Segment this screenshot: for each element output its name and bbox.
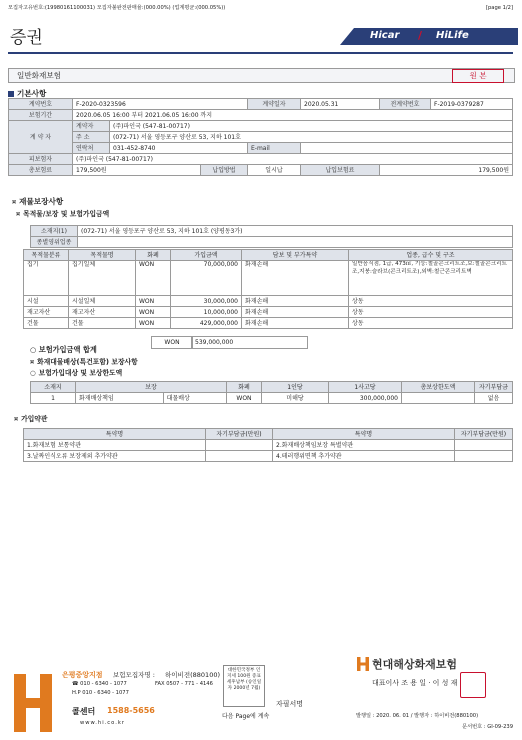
ceo-line: 대표이사 조 용 일 · 이 성 재 [372,679,458,687]
table-row: 3.날짜인식오류 보장제외 추가약관 4.테러행위면책 추가약관 [24,451,513,462]
agent-tel: ☎ 010 - 6340 - 1077 [72,681,127,687]
holder-email [301,143,513,154]
agent-label: 보험모집자명 : [113,671,155,679]
agency-name: 은평중앙지점 [62,671,103,679]
location-table: 소재지(1) (072-71) 서울 영등포구 양산로 53, 지하 101호 (양평동3가) 종별영위업종 [30,225,513,248]
website: www.hi.co.kr [80,720,125,726]
page-label: [page 1/2] [485,5,513,11]
agent-fax: FAX 0507 - 771 - 4146 [155,681,213,687]
total-premium: 179,500원 [73,165,201,176]
holder-name: (주)파인국 (547-81-00717) [110,121,513,132]
location-address: (072-71) 서울 영등포구 양산로 53, 지하 101호 (양평동3가) [78,226,513,237]
tax-stamp-text: 대한민국정부 인지세 100원 증표세후납부 (승인일자 2000년 7월) [226,668,262,691]
prev-contract-number: F-2019-0379287 [431,99,513,110]
table-row: 재고자산 재고자산 WON 10,000,000 화재손해 상동 [24,307,513,318]
table-row: 1 화재배상책임 대물배상 WON 미해당 300,000,000 없음 [31,393,513,404]
tax-stamp-box [223,665,265,707]
liability-subheading: ○ 보험가입대상 및 보상한도액 [30,369,123,377]
riders-heading: ¤ 가입약관 [14,415,48,423]
company-name: 현대해상화재보험 [372,658,458,671]
total-line: ○ 보험가입금액 합계 [30,345,97,354]
contract-date: 2020.05.31 [301,99,380,110]
agent-name: 하이비전(880100) [165,671,221,679]
objects-table: 목적물분류 목적물명 화폐 가입금액 담보 및 부가특약 업종, 급수 및 구조 집기 집기일체 WON 70,000,000 화재손해 일반음식점, 1급, 473㎡, 기둥:철골콘크리트조,보:철골콘크리트조,지붕:슬라브(콘크리트조),외벽:철근콘크리트벽 시설 시설일체 WON 30,000,000 화재손해 상동 재고자산 재고자산 WON 10,000,000 화재손해 상동 건물 건물 WON 429,000,000 화재손해 상동 [23,249,513,329]
continued-note: 다음 Page에 계속 [222,713,270,720]
table-row: 건물 건물 WON 429,000,000 화재손해 상동 [24,318,513,329]
hyundai-h-logo [8,672,58,734]
page-title: 증권 [10,28,43,48]
company-seal [460,672,486,698]
pay-method: 일시납 [248,165,301,176]
insurance-period: 2020.06.05 16:00 부터 2021.06.05 16:00 까지 [73,110,513,121]
basic-heading: 기본사항 [8,88,46,99]
paid-premium: 179,500원 [380,165,513,176]
table-row: 1.화재보험 보통약관 2.화재배상책임보장 특별약관 [24,440,513,451]
riders-table: 특약명 자기부담금(만원) 특약명 자기부담금(만원) 1.화재보험 보통약관 2.화재배상책임보장 특별약관 3.날짜인식오류 보장제외 추가약관 4.테러행위면책 추가약관 [23,428,513,462]
issue-line: 발행일 : 2020. 06. 01 / 발행자 : 하이비전(880100) [356,713,479,719]
product-bar [8,68,515,83]
objects-heading: ¤ 재물보장사항 [12,197,64,206]
total-amount: 539,000,000 [191,336,308,349]
title-rule [8,52,513,54]
total-currency: WON [151,336,193,349]
original-stamp: 원 본 [452,69,504,83]
agent-hp: H.P 010 - 6340 - 1077 [72,690,129,696]
brand-banner: Hicar / HiLife [340,28,518,45]
disclosure-line: 모집자고유번호:(19980161100031) 모집자불완전판매율:(000.00%) (업계평균:(000.05%)) [8,5,226,11]
liability-table: 소재지 보장 화폐 1인당 1사고당 총보상한도액 자기부담금 1 화재배상책임 대물배상 WON 미해당 300,000,000 없음 [30,381,513,404]
brand-hilife: HiLife [436,30,469,41]
company-logo-icon [357,656,369,670]
call-center-number: 1588-5656 [107,706,155,715]
liability-heading: ¤ 화재대물배상(특건포함) 보장사항 [30,358,138,366]
insured-name: (주)파인국 (547-81-00717) [73,154,513,165]
document-number: 문서번호 : GI-09-239 [462,724,513,730]
contract-number: F-2020-0323596 [73,99,248,110]
signature-label: 자필서명 [276,700,304,708]
table-row: 집기 집기일체 WON 70,000,000 화재손해 일반음식점, 1급, 473㎡, 기둥:철골콘크리트조,보:철골콘크리트조,지붕:슬라브(콘크리트조),외벽:철근콘크리트벽 [24,261,513,296]
table-row: 시설 시설일체 WON 30,000,000 화재손해 상동 [24,296,513,307]
product-name: 일반화재보험 [17,71,62,80]
basic-table: 계약번호 F-2020-0323596 계약일자 2020.05.31 전계약번호 F-2019-0379287 보험기간 2020.06.05 16:00 부터 2021.06.05 16:00 까지 계 약 자 계약자 (주)파인국 (547-81-00717) 주 소 (072-71) 서울 영등포구 양산로 53, 지하 101호 연락처 031-452-8740 E-mail 피보험자 (주)파인국 (547-81-00717) 총보험료 179,500원 납입방법 일시납 납입보험료 179,500원 [8,98,513,176]
call-center-label: 콜센터 [72,707,96,716]
holder-phone: 031-452-8740 [110,143,248,154]
brand-hicar: Hicar [370,30,400,41]
objects-subheading: ¤ 목적물/보장 및 보험가입금액 [16,210,110,218]
holder-address: (072-71) 서울 영등포구 양산로 53, 지하 101호 [110,132,513,143]
